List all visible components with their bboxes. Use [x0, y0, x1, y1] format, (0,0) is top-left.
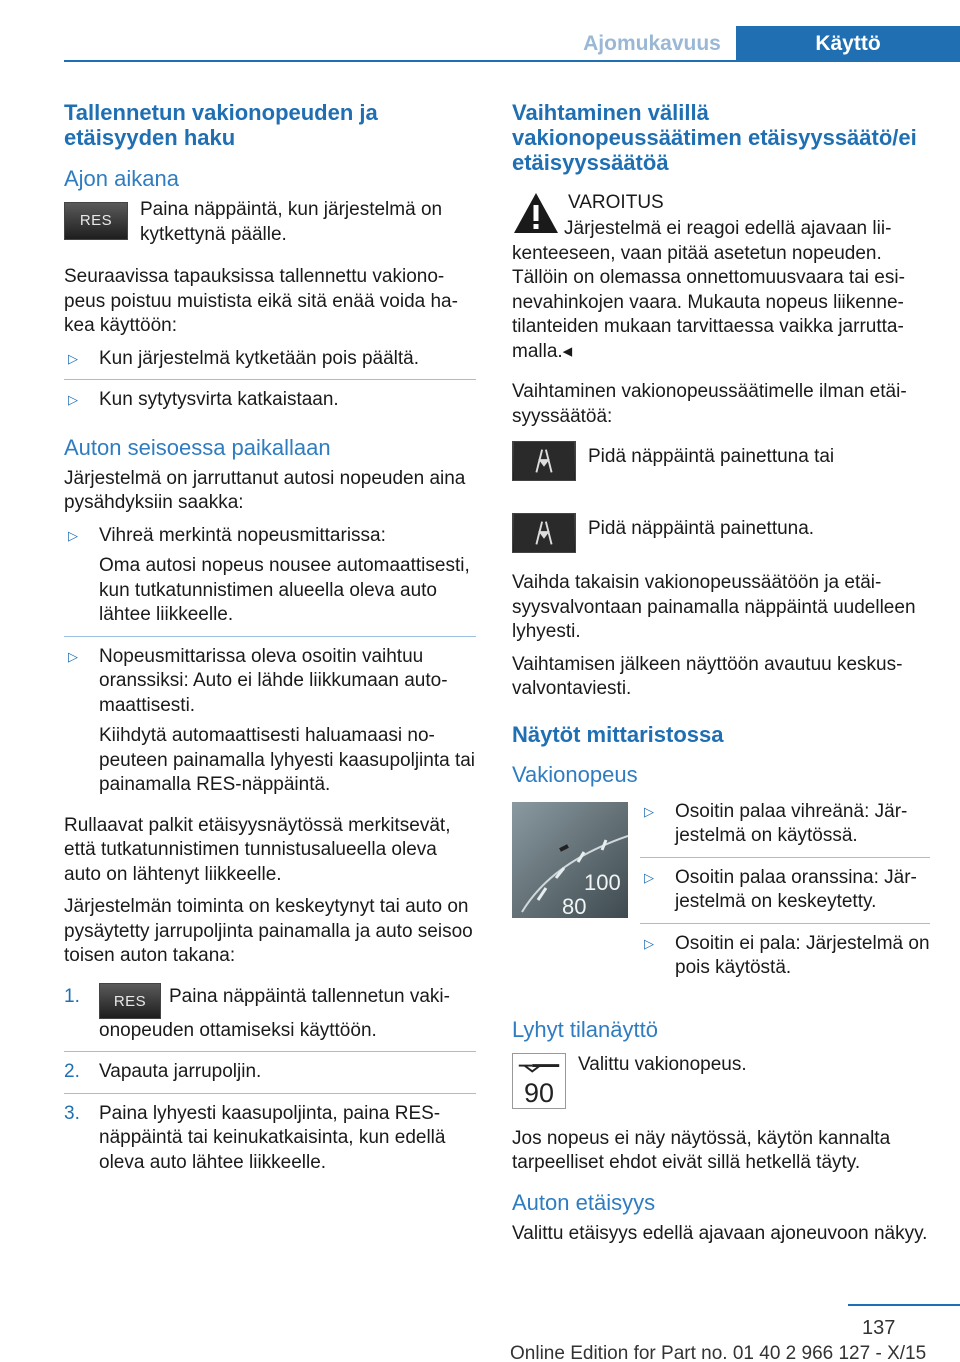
- list-item: ▷ Osoitin palaa oranssina: Järjestelmä on keskeytetty.: [640, 866, 930, 924]
- list-item: ▷ Nopeusmittarissa oleva osoitin vaihtuu oranssiksi: Auto ei lähde liikkumaan automaattisesti. Kiihdytä automaattisesti haluamaasi nopeuteen painamalla lyhyesti kaasupoljinta tai painamalla RES-näppäintä.: [68, 645, 476, 795]
- triangle-bullet-icon: ▷: [68, 350, 78, 366]
- list-item: ▷ Vihreä merkintä nopeusmittarissa: Oma autosi nopeus nousee automaattisesti, kun tutkatunnistimen alueella oleva auto lähtee liikkeelle.: [64, 524, 476, 637]
- triangle-bullet-icon: ▷: [68, 648, 78, 664]
- paragraph-rolling-bars: Rullaavat palkit etäisyysnäytössä merkitsevät, että tutkatunnistimen tunnistusalueella oleva auto on lähtenyt liikkeelle.: [64, 814, 451, 885]
- acc-button-row-1: [512, 445, 930, 481]
- status-description: Valittu vakionopeus.: [578, 1053, 747, 1075]
- subheading-while-driving: Ajon aikana: [64, 166, 179, 191]
- speedometer-block: [512, 800, 930, 1003]
- triangle-bullet-icon: ▷: [644, 869, 654, 885]
- paragraph-switch-back: Vaihda takaisin vakionopeussäätöön ja etäisyysvalvontaan painamalla näppäintä uudelleen lyhyesti.: [512, 572, 916, 642]
- paragraph-speed-cleared: Seuraavissa tapauksissa tallennettu vakionopeus poistuu muistista eikä sitä enää voida hakea käyttöön:: [64, 266, 458, 336]
- speedometer-image: [512, 802, 628, 918]
- subheading-cruise-speed: Vakionopeus: [512, 761, 638, 787]
- acc-instruction-2: Pidä näppäintä painettuna.: [588, 518, 815, 539]
- status-display-row: [512, 1053, 930, 1109]
- subheading-vehicle-distance: Auton etäisyys: [512, 1189, 656, 1215]
- list-standstill: [64, 524, 476, 806]
- paragraph-standstill: Järjestelmä on jarruttanut autosi nopeuden aina pysähdyksiin saakka:: [64, 467, 466, 513]
- right-column: [512, 100, 930, 1254]
- distance-control-button-icon: [512, 513, 576, 553]
- res-instruction: Paina näppäintä, kun järjestelmä on kytkettynä päälle.: [140, 199, 443, 245]
- triangle-bullet-icon: ▷: [68, 392, 78, 407]
- list-item: ▷ Kun sytytysvirta katkaistaan.: [64, 388, 476, 421]
- gauge-label-80: 80: [562, 893, 587, 918]
- paragraph-speed-not-shown: Jos nopeus ei näy näytössä, käytön kannalta tarpeelliset ehdot eivät sillä hetkellä täyty.: [512, 1127, 891, 1173]
- left-column: [64, 100, 476, 1191]
- footer-edition: Online Edition for Part no. 01 40 2 966 127 - X/15: [510, 1343, 927, 1362]
- heading-instrument-displays: Näytöt mittaristossa: [512, 721, 724, 747]
- speed-status-display-icon: [512, 1053, 566, 1109]
- acc-instruction-1: Pidä näppäintä painettuna tai: [588, 446, 835, 467]
- header-chapter-tab[interactable]: Käyttö: [736, 26, 960, 62]
- paragraph-interrupted: Järjestelmän toiminta on keskeytynyt tai auto on pysäytetty jarrupoljinta painamalla ja auto seisoo toisen auton takana:: [64, 896, 473, 966]
- res-button-icon: RES: [99, 983, 161, 1019]
- acc-button-row-2: [512, 517, 930, 553]
- page-number: 137: [862, 1317, 896, 1339]
- subheading-standstill: Auton seisoessa paikallaan: [64, 434, 331, 460]
- header-section-tab[interactable]: Ajomukavuus: [583, 32, 721, 55]
- list-item: ▷ Osoitin ei pala: Järjestelmä on pois käytöstä.: [644, 932, 930, 978]
- warning-text: Järjestelmä ei reagoi edellä ajavaan liikenteeseen, vaan pitää asetetun nopeuden. Tällöin on olemassa onnettomuusvaara tai esinevahinkojen vaara. Mukauta nopeus liikennetilanteiden mukaan tarvittaessa vaikka jarruttamalla.◂: [512, 218, 905, 362]
- triangle-bullet-icon: ▷: [644, 935, 654, 951]
- list-item: 1. RES Paina näppäintä tallennetun vakionopeuden ottamiseksi käyttöön.: [64, 985, 476, 1053]
- warning-triangle-icon: [512, 191, 560, 235]
- steps-list: [64, 985, 476, 1184]
- distance-control-button-icon: [512, 441, 576, 481]
- paragraph-distance: Valittu etäisyys edellä ajavaan ajoneuvoon näkyy.: [512, 1222, 928, 1244]
- list-clear-conditions: [64, 347, 476, 421]
- res-button-icon: RES: [64, 202, 128, 240]
- footer-rule: [848, 1304, 960, 1306]
- warning-heading: VAROITUS: [568, 192, 664, 213]
- triangle-bullet-icon: ▷: [68, 527, 78, 543]
- gauge-label-100: 100: [584, 869, 621, 895]
- list-item: ▷ Kun järjestelmä kytketään pois päältä.: [64, 347, 476, 381]
- res-button-row: [64, 198, 476, 247]
- list-item: ▷ Osoitin palaa vihreänä: Järjestelmä on käytössä.: [640, 800, 930, 858]
- section-title-switching: Vaihtaminen välillä vakionopeussäätimen etäisyyssäätö/ei etäisyyssäätöä: [512, 100, 917, 175]
- list-indicator-states: [640, 800, 930, 997]
- status-speed-value: 90: [524, 1077, 554, 1108]
- paragraph-check-control: Vaihtamisen jälkeen näyttöön avautuu keskusvalvontaviesti.: [512, 653, 903, 699]
- triangle-bullet-icon: ▷: [644, 803, 654, 819]
- section-title-recall: Tallennetun vakionopeuden ja etäisyyden haku: [64, 100, 378, 150]
- paragraph-switch-no-distance: Vaihtaminen vakionopeussäätimelle ilman etäisyyssäätöä:: [512, 381, 907, 427]
- list-item: 3. Paina lyhyesti kaasupoljinta, paina RES-näppäintä tai keinukatkaisinta, kun edellä oleva auto lähtee liikkeelle.: [64, 1102, 446, 1173]
- subheading-short-status: Lyhyt tilanäyttö: [512, 1016, 658, 1042]
- list-item: 2. Vapauta jarrupoljin.: [64, 1060, 476, 1094]
